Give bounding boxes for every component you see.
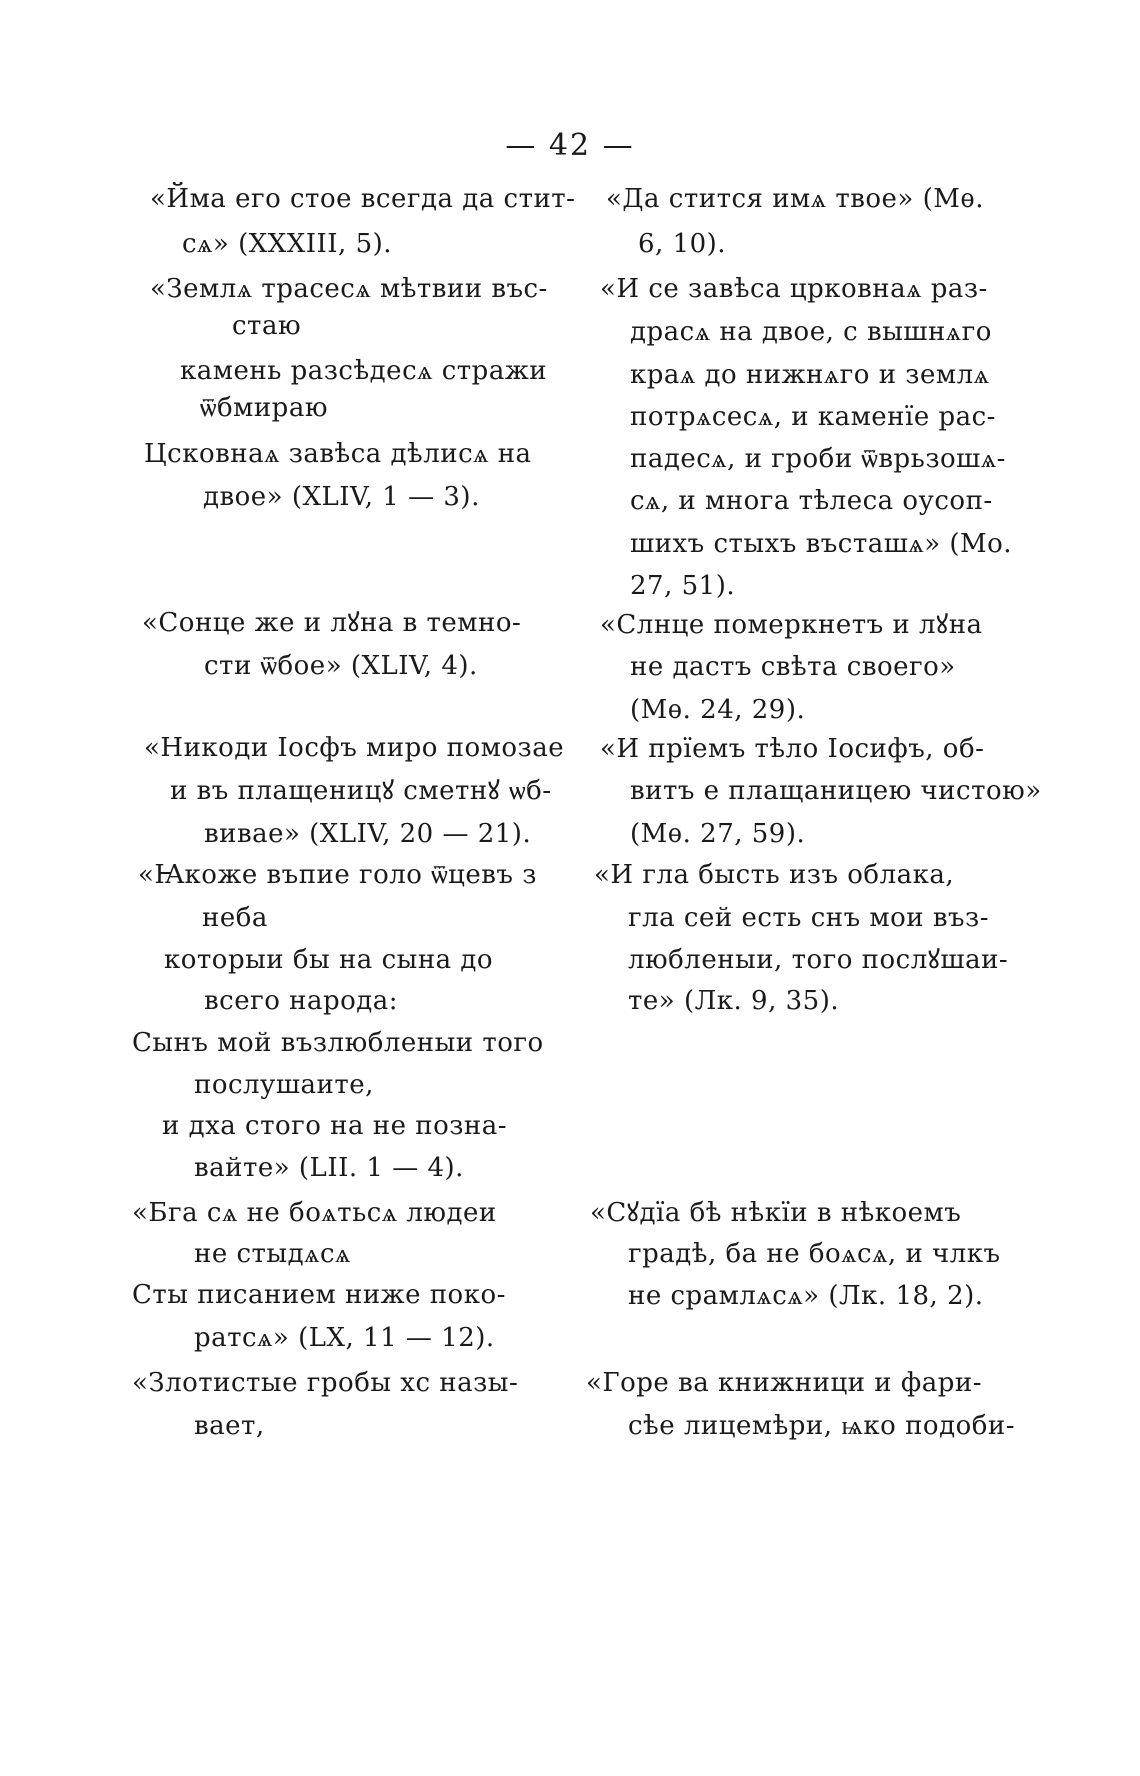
right-line: 6, 10). [638, 229, 727, 259]
left-line: ратсѧ» (LX, 11 — 12). [194, 1323, 495, 1353]
right-line: потрѧсесѧ, и каменїе рас- [630, 402, 996, 432]
left-line: «Никоди Іосфъ миро помозае [144, 733, 565, 763]
right-line: шихъ стыхъ въсташѧ» (Мо. [630, 529, 1013, 559]
page-number: — 42 — [505, 128, 635, 163]
right-line: градѣ, ба не боѧсѧ, и члкъ [628, 1239, 1001, 1269]
left-line: всего народа: [204, 986, 399, 1016]
left-line: Сынъ мой възлюбленыи того [132, 1028, 544, 1058]
left-line: «Сонце же и лꙋна в темно- [142, 608, 522, 638]
right-line: «Горе ва книжници и фари- [586, 1368, 982, 1398]
left-line: камень разсѣдесѧ стражи [180, 356, 548, 386]
left-line: Цсковнаѧ завѣса дѣлисѧ на [144, 439, 532, 469]
left-line: вивае» (XLIV, 20 — 21). [204, 819, 532, 849]
right-line: те» (Лк. 9, 35). [628, 986, 840, 1016]
left-line: и въ плащеницꙋ сметнꙋ ѡб- [170, 776, 552, 806]
left-line: ѿбмираю [200, 393, 328, 423]
left-line: и дха стого на не позна- [162, 1111, 508, 1141]
right-line: не дастъ свѣта своего» [630, 652, 956, 682]
left-line: «Йма его стое всегда да стит- [150, 184, 576, 214]
right-line: любленыи, того послꙋшаи- [628, 945, 1009, 975]
left-line: сѧ» (XXXIII, 5). [182, 229, 393, 259]
right-line: драсѧ на двое, с вышнѧго [630, 317, 992, 347]
right-line: краѧ до нижнѧго и землѧ [630, 360, 990, 390]
left-line: сти ѿбое» (XLIV, 4). [204, 651, 478, 681]
left-line: послушаите, [194, 1070, 374, 1100]
right-line: падесѧ, и гроби ѿврьзошѧ- [630, 444, 1006, 474]
left-line: «Землѧ трасесѧ мѣтвии въс- [150, 274, 548, 304]
right-line: сѧ, и многа тѣлеса оусоп- [630, 486, 993, 516]
right-line: гла сей есть снъ мои въз- [628, 903, 990, 933]
left-line: стаю [232, 311, 302, 341]
right-line: «И се завѣса црковнаѧ раз- [600, 274, 988, 304]
right-line: «И прїемъ тѣло Іосифъ, об- [600, 734, 985, 764]
left-line: вайте» (LII. 1 — 4). [194, 1153, 464, 1183]
right-line: «Да стится имѧ твое» (Мѳ. [606, 184, 984, 214]
right-line: сѣе лицемѣри, ѩко подоби- [628, 1411, 1016, 1441]
left-line: «Ꙗкоже въпие голо ѿцевъ з [138, 860, 537, 890]
left-line: «Злотистые гробы хс назы- [132, 1368, 519, 1398]
left-line: не стыдѧсѧ [194, 1239, 351, 1269]
left-line: неба [202, 903, 268, 933]
right-line: витъ е плащаницею чистою» [630, 776, 1042, 806]
left-line: «Бга сѧ не бoѧтьсѧ людеи [132, 1198, 497, 1228]
left-line: которыи бы на сына до [164, 945, 494, 975]
right-line: 27, 51). [630, 571, 736, 601]
right-line: «Сꙋдїа бѣ нѣкїи в нѣкоемъ [590, 1198, 962, 1228]
right-line: «Слнце померкнетъ и лꙋна [600, 610, 983, 640]
left-line: двое» (XLIV, 1 — 3). [203, 482, 480, 512]
right-line: (Мѳ. 27, 59). [630, 819, 806, 849]
right-line: «И гла бысть изъ облака, [594, 860, 955, 890]
left-line: вает, [194, 1411, 265, 1441]
left-line: Сты писанием ниже поко- [132, 1280, 506, 1310]
right-line: не срамлѧсѧ» (Лк. 18, 2). [628, 1281, 984, 1311]
right-line: (Мѳ. 24, 29). [630, 695, 806, 725]
